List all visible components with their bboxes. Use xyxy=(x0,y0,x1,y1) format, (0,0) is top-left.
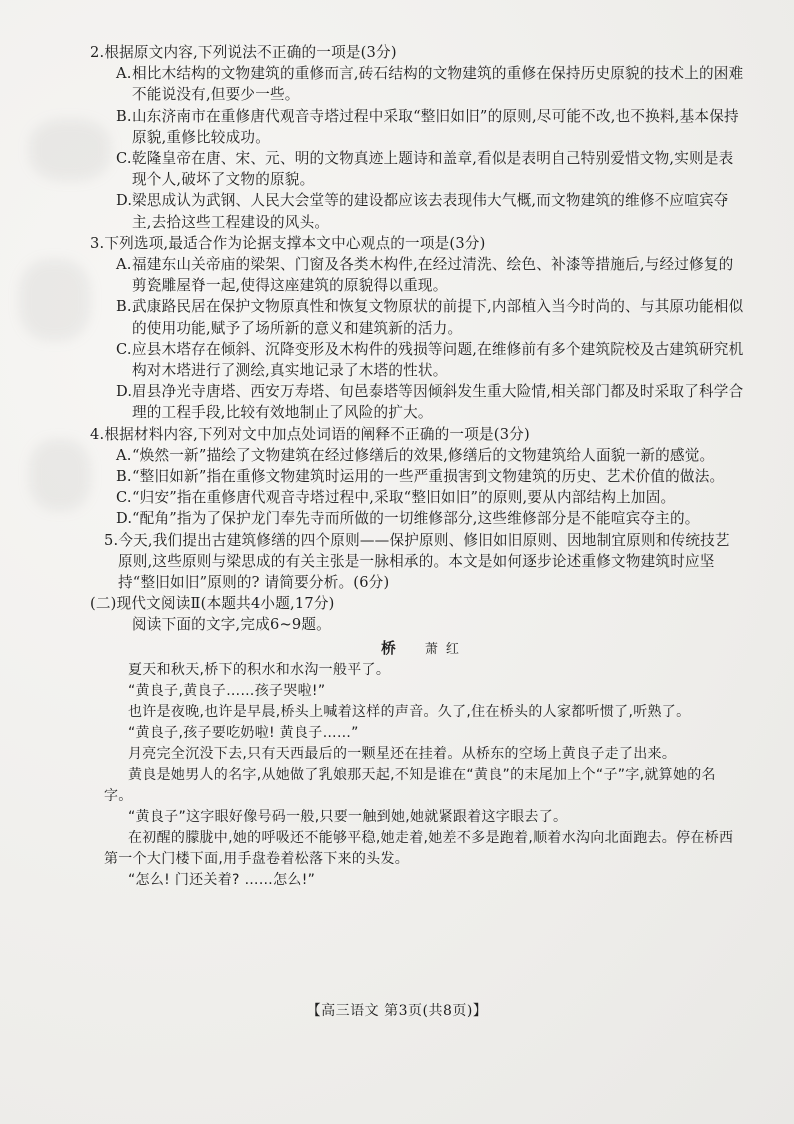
section-heading: (二)现代文阅读Ⅱ(本题共4小题,17分) xyxy=(90,595,335,613)
question-5: 5.今天,我们提出古建筑修缮的四个原则——保护原则、修旧如旧原则、因地制宜原则和传统技艺原则,这些原则与梁思成的有关主张是一脉相承的。本文是如何逐步论述重修文物建筑时应坚持“整旧如旧”原则的? 请简要分析。(6分) xyxy=(104,531,730,592)
option-letter: A. xyxy=(116,446,132,464)
page-footer: 【高三语文 第3页(共8页)】 xyxy=(306,1003,488,1019)
scan-smudge xyxy=(30,120,110,180)
question-stem: 4.根据材料内容,下列对文中加点处词语的阐释不正确的一项是(3分) xyxy=(90,425,530,443)
question-option xyxy=(104,254,744,296)
option-text: 梁思成认为武钢、人民大会堂等的建设都应该去表现伟大气概,而文物建筑的维修不应喧宾夺主,去拾这些工程建设的风头。 xyxy=(132,192,729,231)
question-option xyxy=(104,106,744,148)
question-option xyxy=(104,190,744,232)
option-text: 福建东山关帝庙的梁架、门窗及各类木构件,在经过清洗、绘色、补漆等措施后,与经过修复的剪瓷雕屋脊一起,使得这座建筑的原貌得以重现。 xyxy=(132,256,734,295)
option-letter: C. xyxy=(116,489,132,507)
question-option xyxy=(104,445,744,466)
scan-smudge xyxy=(20,260,90,340)
story-paragraph: 也许是夜晚,也许是早晨,桥头上喊着这样的声音。久了,住在桥头的人家都听惯了,听熟了。 xyxy=(128,703,691,720)
option-text: 乾隆皇帝在唐、宋、元、明的文物真迹上题诗和盖章,看似是表明自己特别爱惜文物,实则是表现个人,破坏了文物的原貌。 xyxy=(132,150,734,189)
exam-content xyxy=(90,42,744,891)
story-paragraph: “黄良子”这字眼好像号码一般,只要一触到她,她就紧跟着这字眼去了。 xyxy=(128,808,568,825)
option-letter: C. xyxy=(116,340,132,358)
option-letter: A. xyxy=(116,65,132,83)
option-letter: D. xyxy=(116,383,133,401)
option-text: 应县木塔存在倾斜、沉降变形及木构件的残损等问题,在维修前有多个建筑院校及古建筑研究机构对木塔进行了测绘,真实地记录了木塔的性状。 xyxy=(132,340,744,380)
option-text: “配角”指为了保护龙门奉先寺而所做的一切维修部分,这些维修部分是不能喧宾夺主的。 xyxy=(132,510,700,528)
story-paragraph: 在初醒的朦胧中,她的呼吸还不能够平稳,她走着,她差不多是跑着,顺着水沟向北面跑去。停在桥西第一个大门楼下面,用手盘卷着松落下来的头发。 xyxy=(104,829,734,867)
option-letter: A. xyxy=(116,256,132,274)
option-letter: D. xyxy=(116,510,133,528)
option-text: 武康路民居在保护文物原真性和恢复文物原状的前提下,内部植入当今时尚的、与其原功能相似的使用功能,赋予了场所新的意义和建筑新的活力。 xyxy=(132,298,744,337)
option-letter: D. xyxy=(116,192,133,210)
question-option xyxy=(104,63,744,105)
question-stem: 3.下列选项,最适合作为论据支撑本文中心观点的一项是(3分) xyxy=(90,234,486,252)
question-option xyxy=(104,148,744,190)
story-title: 桥 xyxy=(381,639,402,657)
option-text: 眉县净光寺唐塔、西安万寿塔、旬邑泰塔等因倾斜发生重大险情,相关部门都及时采取了科学合理的工程手段,比较有效地制止了风险的扩大。 xyxy=(132,383,744,422)
story-paragraph: “黄良子,孩子要吃奶啦! 黄良子……” xyxy=(128,724,359,741)
question-stem: 2.根据原文内容,下列说法不正确的一项是(3分) xyxy=(90,44,397,61)
story-paragraph: 黄良是她男人的名字,从她做了乳娘那天起,不知是谁在“黄良”的末尾加上个“子”字,就算她的名字。 xyxy=(104,766,716,804)
question-option xyxy=(104,296,744,338)
option-letter: B. xyxy=(116,468,132,486)
story-text xyxy=(104,660,744,891)
scan-smudge xyxy=(30,440,90,510)
question-list xyxy=(90,42,744,530)
option-text: “整旧如新”指在重修文物建筑时运用的一些严重损害到文物建筑的历史、艺术价值的做法。 xyxy=(132,468,725,486)
option-letter: B. xyxy=(116,298,132,316)
option-text: 山东济南市在重修唐代观音寺塔过程中采取“整旧如旧”的原则,尽可能不改,也不换料,基本保持原貌,重修比较成功。 xyxy=(132,107,739,146)
option-text: 相比木结构的文物建筑的重修而言,砖石结构的文物建筑的重修在保持历史原貌的技术上的困难不能说没有,但要少一些。 xyxy=(132,65,744,104)
story-paragraph: 夏天和秋天,桥下的积水和水沟一般平了。 xyxy=(128,661,391,678)
question-option xyxy=(104,339,744,381)
question-option xyxy=(104,466,744,487)
question-option xyxy=(104,381,744,423)
option-text: “焕然一新”描绘了文物建筑在经过修缮后的效果,修缮后的文物建筑给人面貌一新的感觉。 xyxy=(132,446,715,464)
option-text: “归安”指在重修唐代观音寺塔过程中,采取“整旧如旧”的原则,要从内部结构上加固。 xyxy=(132,489,676,507)
reading-instruction: 阅读下面的文字,完成6~9题。 xyxy=(132,616,331,634)
option-letter: B. xyxy=(116,107,132,125)
question-option xyxy=(104,508,744,529)
story-paragraph: “怎么! 门还关着? ……怎么!” xyxy=(128,871,316,888)
story-author: 萧红 xyxy=(424,641,467,657)
question-option xyxy=(104,487,744,508)
story-title-line xyxy=(104,638,744,660)
option-letter: C. xyxy=(116,150,132,168)
story-paragraph: “黄良子,黄良子……孩子哭啦!” xyxy=(128,682,326,699)
story-paragraph: 月亮完全沉没下去,只有天西最后的一颗星还在挂着。从桥东的空场上黄良子走了出来。 xyxy=(128,745,677,762)
